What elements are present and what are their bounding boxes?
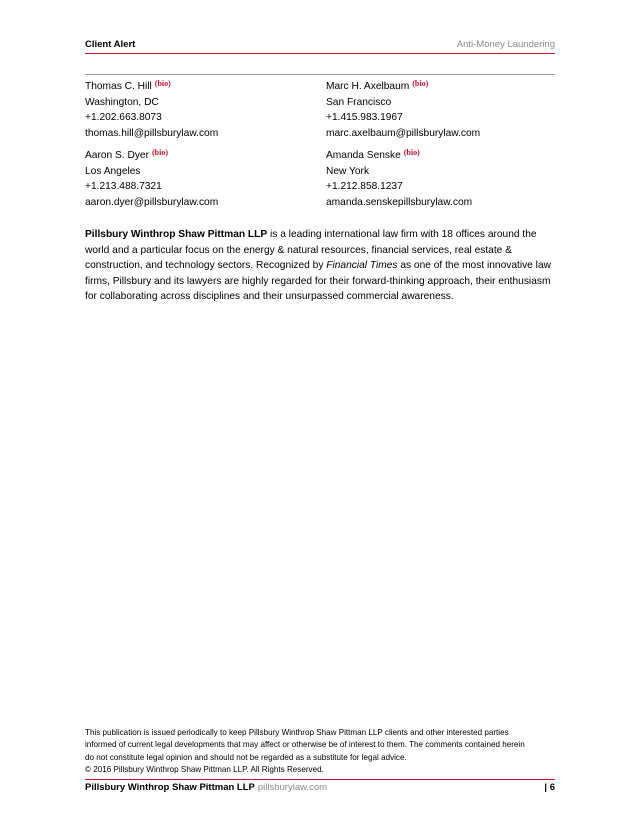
contact-aaron-dyer (85, 145, 218, 210)
header-left: Client Alert (85, 39, 136, 50)
contact-amanda-senske (326, 145, 472, 210)
firm-name: Pillsbury Winthrop Shaw Pittman LLP (85, 229, 268, 240)
disclaimer-line: This publication is issued periodically to keep Pillsbury Winthrop Shaw Pittman LLP clients and other interested parties (85, 728, 509, 737)
contact-email[interactable]: amanda.senskepillsburylaw.com (326, 196, 473, 208)
contact-phone: +1.212.858.1237 (326, 181, 403, 192)
contact-name: Amanda Senske (326, 150, 401, 161)
disclaimer (85, 727, 555, 776)
contact-phone: +1.213.488.7321 (85, 181, 162, 192)
about-paragraph (85, 227, 557, 305)
contact-phone: +1.202.663.8073 (85, 112, 162, 123)
contact-email[interactable]: marc.axelbaum@pillsburylaw.com (326, 127, 481, 139)
footer-firm: Pillsbury Winthrop Shaw Pittman LLP (85, 782, 255, 793)
contact-marc-axelbaum (326, 76, 480, 141)
bio-link[interactable]: (bio) (154, 79, 171, 88)
disclaimer-line: do not constitute legal opinion and should not be regarded as a substitute for legal advice. (85, 752, 407, 762)
bio-link[interactable]: (bio) (151, 148, 168, 157)
disclaimer-line: informed of current legal developments that may affect or otherwise be of interest to them. The comments contained herein (85, 740, 525, 750)
page-number: | 6 (544, 782, 555, 793)
about-text-1: is a leading international law firm with 18 offices around the world and a particular focus on the energy & natural resources, financial services, real estate & construction, and technology sectors. Recognized by (85, 229, 537, 271)
contact-email[interactable]: aaron.dyer@pillsburylaw.com (85, 196, 219, 208)
bio-link[interactable]: (bio) (412, 79, 429, 88)
contact-city: New York (326, 165, 370, 177)
footer-rule (85, 779, 555, 780)
header-rule (85, 53, 555, 54)
header-right: Anti-Money Laundering (456, 39, 555, 50)
footer-left (85, 782, 327, 793)
contact-email[interactable]: thomas.hill@pillsburylaw.com (85, 127, 219, 139)
contact-thomas-hill (85, 76, 218, 141)
contact-city: San Francisco (326, 96, 392, 108)
contact-name: Marc H. Axelbaum (326, 81, 410, 92)
footer-site-link[interactable]: pillsburylaw.com (257, 782, 328, 793)
contact-city: Los Angeles (85, 165, 141, 177)
contact-phone: +1.415.983.1967 (326, 112, 403, 123)
about-text-2: as one of the most innovative law firms, Pillsbury and its lawyers are highly regarded for their forward-thinking approach, their enthusiasm for collaborating across disciplines and their unsurpassed commercial awareness. (85, 260, 551, 302)
contact-city: Washington, DC (85, 96, 159, 108)
publication-name: Financial Times (326, 260, 398, 271)
bio-link[interactable]: (bio) (403, 148, 420, 157)
copyright-line: © 2016 Pillsbury Winthrop Shaw Pittman LLP. All Rights Reserved. (85, 764, 324, 774)
contact-name: Aaron S. Dyer (85, 150, 149, 161)
contact-name: Thomas C. Hill (85, 81, 152, 92)
section-separator (85, 74, 555, 75)
